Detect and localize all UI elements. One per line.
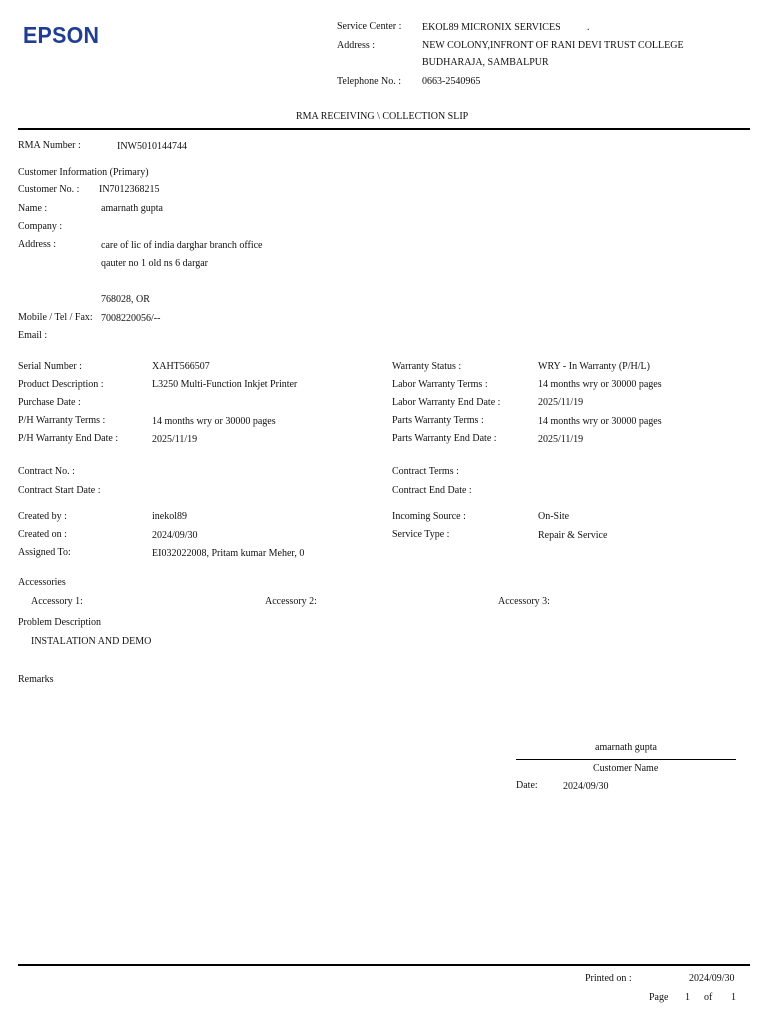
ph-warranty-end-value: 2025/11/19: [152, 434, 198, 445]
telephone-label: Telephone No. :: [337, 76, 402, 87]
printed-on-label: Printed on :: [585, 973, 632, 984]
incoming-source-value: On-Site: [538, 511, 570, 522]
remarks-title: Remarks: [18, 674, 54, 685]
rma-number-label: RMA Number :: [18, 140, 81, 151]
epson-logo: EPSON: [23, 22, 100, 48]
purchase-date-label: Purchase Date :: [18, 397, 81, 408]
contract-terms-label: Contract Terms :: [392, 466, 459, 477]
customer-name-caption: Customer Name: [593, 763, 659, 774]
telephone-value: 0663-2540965: [422, 76, 481, 87]
mobile-value: 7008220056/--: [101, 313, 161, 324]
created-by-value: inekol89: [152, 511, 187, 522]
problem-description-title: Problem Description: [18, 617, 102, 628]
parts-warranty-terms-value: 14 months wry or 30000 pages: [538, 416, 662, 427]
printed-on-value: 2024/09/30: [689, 973, 735, 984]
service-center-dot: .: [587, 22, 590, 33]
page-total: 1: [731, 992, 736, 1003]
header-divider: [18, 128, 750, 130]
warranty-status-value: WRY - In Warranty (P/H/L): [538, 361, 650, 372]
contract-start-label: Contract Start Date :: [18, 485, 101, 496]
customer-section-title: Customer Information (Primary): [18, 167, 149, 178]
slip-title: RMA RECEIVING \ COLLECTION SLIP: [296, 111, 469, 122]
created-on-label: Created on :: [18, 529, 67, 540]
accessories-title: Accessories: [18, 577, 66, 588]
service-address-line1: NEW COLONY,INFRONT OF RANI DEVI TRUST COLLEGE: [422, 40, 684, 51]
assigned-to-value: EI032022008, Pritam kumar Meher, 0: [152, 548, 305, 559]
signature-line: [516, 759, 736, 760]
footer-divider: [18, 964, 750, 966]
customer-address-line2: qauter no 1 old ns 6 dargar: [101, 258, 209, 269]
parts-warranty-end-value: 2025/11/19: [538, 434, 584, 445]
ph-warranty-terms-label: P/H Warranty Terms :: [18, 415, 106, 426]
incoming-source-label: Incoming Source :: [392, 511, 466, 522]
page-of-label: of: [704, 992, 713, 1003]
ph-warranty-terms-value: 14 months wry or 30000 pages: [152, 416, 276, 427]
problem-description-value: INSTALATION AND DEMO: [31, 636, 152, 647]
serial-number-value: XAHT566507: [152, 361, 210, 372]
page-label: Page: [649, 992, 669, 1003]
parts-warranty-terms-label: Parts Warranty Terms :: [392, 415, 484, 426]
created-on-value: 2024/09/30: [152, 530, 198, 541]
service-type-label: Service Type :: [392, 529, 450, 540]
service-type-value: Repair & Service: [538, 530, 608, 541]
email-label: Email :: [18, 330, 48, 341]
ph-warranty-end-label: P/H Warranty End Date :: [18, 433, 119, 444]
service-address-label: Address :: [337, 40, 376, 51]
labor-warranty-terms-value: 14 months wry or 30000 pages: [538, 379, 662, 390]
signature-date-value: 2024/09/30: [563, 781, 609, 792]
contract-end-label: Contract End Date :: [392, 485, 472, 496]
customer-no-value: IN7012368215: [99, 184, 160, 195]
contract-no-label: Contract No. :: [18, 466, 75, 477]
labor-warranty-terms-label: Labor Warranty Terms :: [392, 379, 488, 390]
product-description-label: Product Description :: [18, 379, 104, 390]
signature-date-label: Date:: [516, 780, 538, 791]
customer-name-label: Name :: [18, 203, 48, 214]
company-label: Company :: [18, 221, 63, 232]
page-number: 1: [685, 992, 690, 1003]
product-description-value: L3250 Multi-Function Inkjet Printer: [152, 379, 298, 390]
customer-name-value: amarnath gupta: [101, 203, 163, 214]
warranty-status-label: Warranty Status :: [392, 361, 462, 372]
service-address-line2: BUDHARAJA, SAMBALPUR: [422, 57, 549, 68]
rma-number-value: INW5010144744: [117, 141, 187, 152]
service-center-label: Service Center :: [337, 21, 402, 32]
accessory-3-label: Accessory 3:: [498, 596, 550, 607]
customer-address-line1: care of lic of india darghar branch office: [101, 240, 263, 251]
labor-warranty-end-label: Labor Warranty End Date :: [392, 397, 501, 408]
signature-customer-name: amarnath gupta: [595, 742, 657, 753]
customer-no-label: Customer No. :: [18, 184, 80, 195]
mobile-label: Mobile / Tel / Fax:: [18, 312, 93, 323]
assigned-to-label: Assigned To:: [18, 547, 71, 558]
serial-number-label: Serial Number :: [18, 361, 82, 372]
accessory-2-label: Accessory 2:: [265, 596, 317, 607]
labor-warranty-end-value: 2025/11/19: [538, 397, 584, 408]
accessory-1-label: Accessory 1:: [31, 596, 83, 607]
customer-address-label: Address :: [18, 239, 57, 250]
customer-address-line3: 768028, OR: [101, 294, 150, 305]
service-center-value: EKOL89 MICRONIX SERVICES: [422, 22, 561, 33]
parts-warranty-end-label: Parts Warranty End Date :: [392, 433, 497, 444]
created-by-label: Created by :: [18, 511, 67, 522]
